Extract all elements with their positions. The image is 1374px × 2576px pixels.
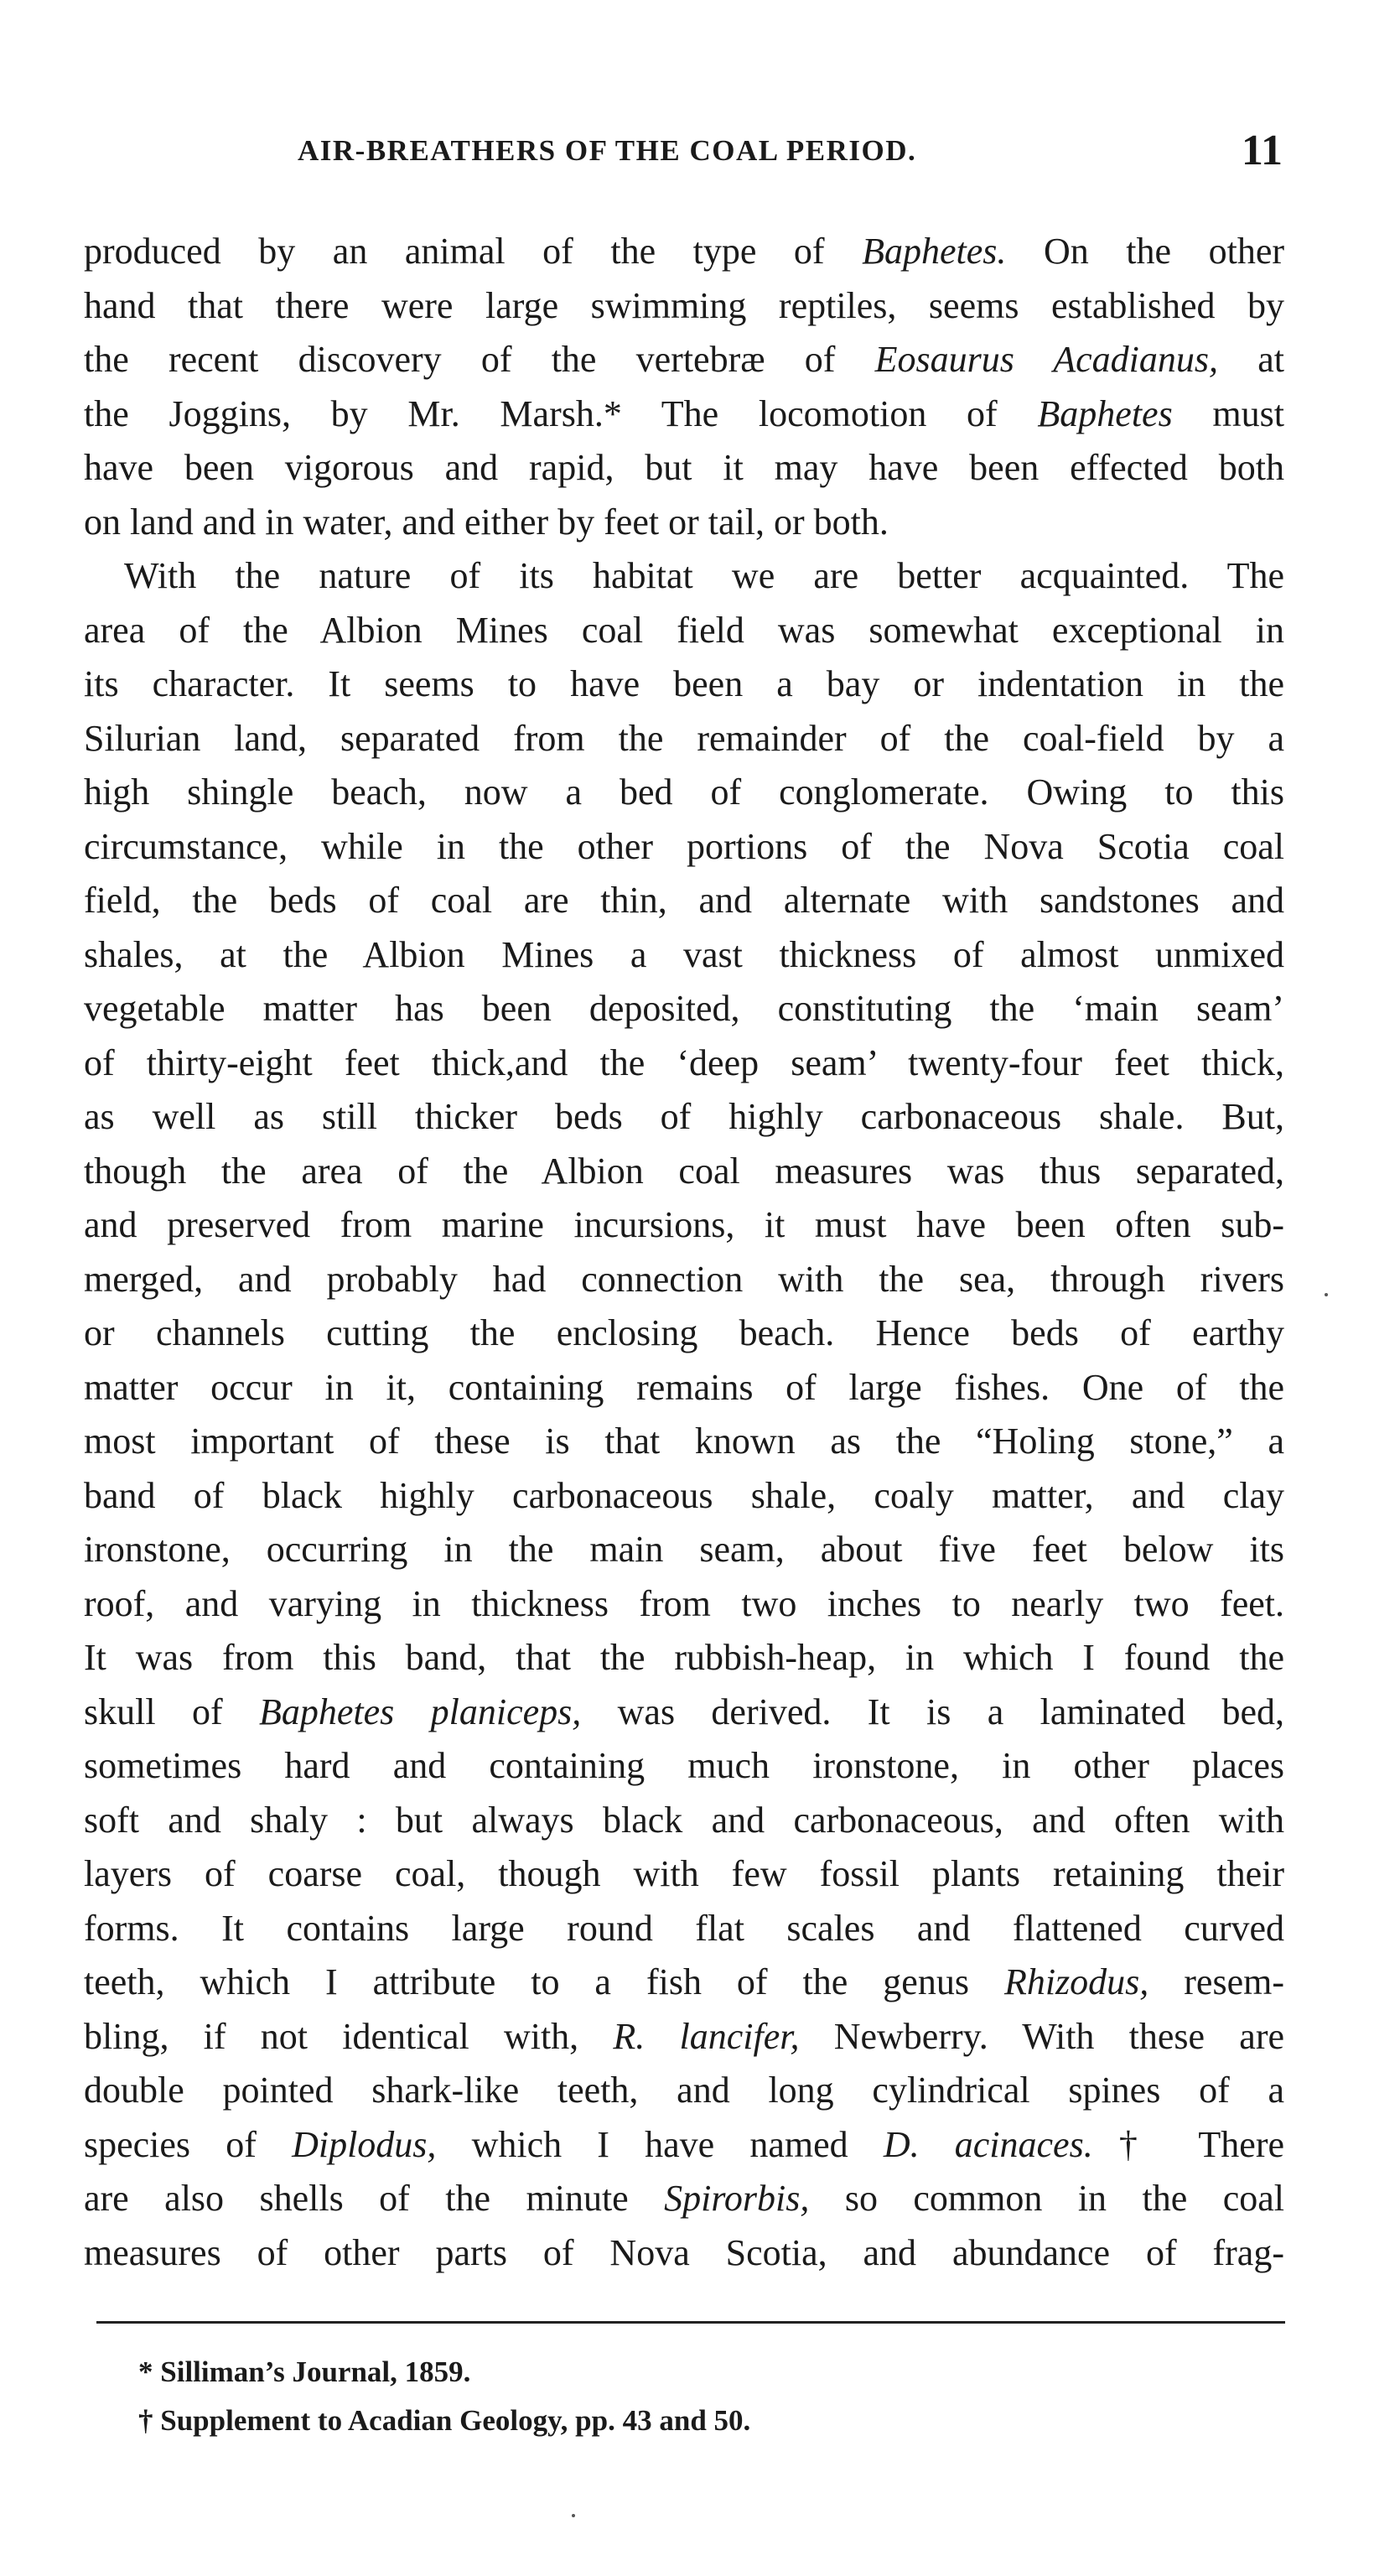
italic-text: Eosaurus Acadianus, — [874, 339, 1219, 380]
footnotes — [138, 2348, 1228, 2445]
text-run: † There — [1092, 2123, 1284, 2165]
text-line — [84, 496, 1284, 550]
italic-text: Diplodus, — [292, 2123, 437, 2165]
body-text — [84, 225, 1284, 2280]
text-run: so common in the coal — [809, 2178, 1284, 2219]
text-run: the recent discovery of the vertebræ of — [84, 339, 875, 380]
scan-speck — [1325, 1293, 1328, 1296]
italic-text: Rhizodus, — [1003, 1961, 1149, 2002]
italic-text: Spirorbis, — [664, 2178, 810, 2219]
text-line — [84, 1306, 1284, 1361]
text-run: most important of these is that known as the “Holing stone,” a — [84, 1420, 1284, 1462]
text-run: species of — [84, 2123, 293, 2165]
text-run: With the nature of its habitat we are better acquainted. The — [124, 555, 1284, 596]
text-line — [84, 333, 1284, 387]
text-line — [84, 225, 1284, 279]
text-run: the Joggins, by Mr. Marsh.* The locomotion of — [84, 392, 1038, 434]
text-line — [84, 279, 1284, 334]
italic-text: Baphetes planiceps, — [258, 1690, 582, 1732]
text-line — [84, 1469, 1284, 1524]
text-line — [84, 441, 1284, 496]
text-run: Newberry. With these are — [799, 2015, 1284, 2057]
text-run: measures of other parts of Nova Scotia, and abundance of frag- — [84, 2231, 1284, 2273]
text-line — [84, 1902, 1284, 1956]
text-run: at — [1218, 339, 1284, 380]
text-line — [84, 1198, 1284, 1253]
footnote-1: * Silliman’s Journal, 1859. — [138, 2355, 471, 2388]
text-run: Silurian land, separated from the remainder of the coal-field by a — [84, 717, 1284, 759]
text-line — [84, 1253, 1284, 1307]
text-run: must — [1172, 392, 1284, 434]
text-run: teeth, which I attribute to a fish of the genus — [84, 1961, 1004, 2002]
text-run: as well as still thicker beds of highly carbonaceous shale. But, — [84, 1096, 1284, 1137]
text-run: roof, and varying in thickness from two inches to nearly two feet. — [84, 1582, 1284, 1624]
text-run: band of black highly carbonaceous shale, coaly matter, and clay — [84, 1474, 1284, 1516]
text-run: hand that there were large swimming reptiles, seems established by — [84, 284, 1284, 326]
text-run: double pointed shark-like teeth, and long cylindrical spines of a — [84, 2070, 1284, 2111]
running-title: AIR-BREATHERS OF THE COAL PERIOD. — [298, 134, 917, 167]
text-run: It was from this band, that the rubbish-heap, in which I found the — [84, 1637, 1284, 1678]
text-line — [84, 712, 1284, 766]
text-line — [84, 2118, 1284, 2173]
text-line — [84, 928, 1284, 983]
text-line — [84, 1036, 1284, 1091]
text-line — [84, 1361, 1284, 1415]
text-run: have been vigorous and rapid, but it may have been effected both — [84, 447, 1284, 488]
italic-text: Baphetes. — [862, 231, 1007, 272]
text-line — [84, 982, 1284, 1036]
text-run: on land and in water, and either by feet or tail, or both. — [84, 501, 889, 543]
text-line — [84, 1415, 1284, 1469]
text-run: shales, at the Albion Mines a vast thickness of almost unmixed — [84, 933, 1284, 975]
italic-text: D. acinaces. — [883, 2123, 1093, 2165]
text-line — [84, 604, 1284, 658]
text-run: forms. It contains large round flat scales and flattened curved — [84, 1907, 1284, 1949]
text-run: which I have named — [436, 2123, 884, 2165]
text-line — [84, 820, 1284, 875]
running-head — [84, 126, 1283, 184]
text-line — [84, 2172, 1284, 2226]
text-run: high shingle beach, now a bed of conglomerate. Owing to this — [84, 771, 1284, 813]
italic-text: R. lancifer, — [613, 2015, 800, 2057]
text-run: field, the beds of coal are thin, and alternate with sandstones and — [84, 880, 1284, 921]
text-run: ironstone, occurring in the main seam, about five feet below its — [84, 1529, 1284, 1570]
text-line — [84, 1090, 1284, 1145]
text-line — [84, 387, 1284, 442]
text-run: soft and shaly : but always black and carbonaceous, and often with — [84, 1799, 1284, 1841]
text-line — [84, 1577, 1284, 1632]
page-number: 11 — [1241, 127, 1283, 174]
text-line — [84, 1685, 1284, 1740]
text-run: sometimes hard and containing much ironstone, in other places — [84, 1745, 1284, 1786]
text-line — [84, 874, 1284, 928]
text-line — [84, 1955, 1284, 2010]
text-run: circumstance, while in the other portions of the Nova Scotia coal — [84, 825, 1284, 867]
text-run: or channels cutting the enclosing beach. Hence beds of earthy — [84, 1312, 1284, 1353]
text-line — [84, 1631, 1284, 1685]
text-run: On the other — [1006, 231, 1284, 272]
text-line — [84, 549, 1284, 604]
text-line — [84, 1145, 1284, 1199]
text-run: merged, and probably had connection with the sea, through rivers — [84, 1258, 1284, 1300]
text-run: are also shells of the minute — [84, 2178, 665, 2219]
text-line — [84, 657, 1284, 712]
text-line — [84, 1523, 1284, 1577]
text-run: though the area of the Albion coal measures was thus separated, — [84, 1150, 1284, 1192]
text-line — [84, 1794, 1284, 1848]
text-line — [84, 2064, 1284, 2118]
text-run: of thirty-eight feet thick,and the ‘deep seam’ twenty-four feet thick, — [84, 1041, 1284, 1083]
text-run: area of the Albion Mines coal field was somewhat exceptional in — [84, 609, 1284, 651]
text-run: produced by an animal of the type of — [84, 231, 863, 272]
text-line — [84, 2010, 1284, 2064]
text-run: was derived. It is a laminated bed, — [581, 1690, 1284, 1732]
text-line — [84, 1739, 1284, 1794]
text-line — [84, 1847, 1284, 1902]
text-run: resem- — [1148, 1961, 1284, 2002]
italic-text: Baphetes — [1037, 392, 1173, 434]
text-line — [84, 766, 1284, 820]
text-run: skull of — [84, 1690, 259, 1732]
text-run: matter occur in it, containing remains of large fishes. One of the — [84, 1366, 1284, 1408]
text-run: bling, if not identical with, — [84, 2015, 614, 2057]
text-line — [84, 2226, 1284, 2281]
footnote-2: † Supplement to Acadian Geology, pp. 43 and 50. — [138, 2404, 751, 2437]
text-run: and preserved from marine incursions, it must have been often sub- — [84, 1204, 1284, 1245]
footnote-rule — [96, 2321, 1285, 2324]
text-run: layers of coarse coal, though with few fossil plants retaining their — [84, 1853, 1284, 1894]
text-run: its character. It seems to have been a bay or indentation in the — [84, 663, 1284, 704]
text-run: vegetable matter has been deposited, constituting the ‘main seam’ — [84, 988, 1284, 1029]
scan-speck — [572, 2514, 575, 2517]
